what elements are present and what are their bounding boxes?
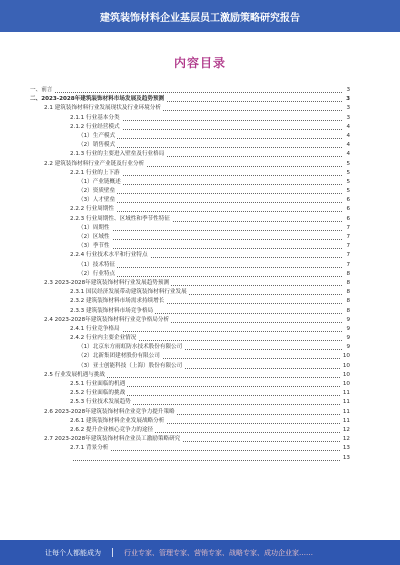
toc-entry-text: （1）产业链概述 (78, 178, 121, 185)
toc-page-number: 13 (341, 444, 350, 453)
toc-entry-text: 2.1 建筑装饰材料行业发展现状及行业环境分析 (44, 105, 161, 112)
toc-entry-text: （2）行业特点 (78, 270, 116, 277)
report-title: 建筑装饰材料企业基层员工激励策略研究报告 (100, 12, 300, 24)
toc-entry-text: （3）亚士创能科技（上海）股份有限公司 (78, 362, 183, 369)
toc-entry[interactable] (30, 187, 350, 196)
toc-entry[interactable] (30, 297, 350, 306)
toc-page-number: 5 (344, 178, 350, 187)
toc-leader-dots (78, 248, 342, 249)
toc-entry[interactable] (30, 270, 350, 279)
toc-entry[interactable] (30, 178, 350, 187)
toc-entry-text: 2.2.2 行业周期性 (70, 206, 114, 213)
toc-entry[interactable] (30, 454, 350, 463)
toc-page-number: 10 (341, 362, 350, 371)
toc-entry[interactable] (30, 86, 350, 95)
toc-entry-text: 2.2.1 行业的上下游 (70, 169, 120, 176)
toc-entry-text: （1）技术特征 (78, 261, 116, 268)
toc-page-number: 10 (341, 352, 350, 361)
toc-page-number: 11 (341, 398, 350, 407)
toc-entry-text: （3）人才壁垒 (78, 197, 116, 204)
toc-page-number: 3 (344, 95, 350, 104)
toc-leader-dots (78, 202, 342, 203)
toc-entry-text: （1）北京东方雨虹防水技术股份有限公司 (78, 344, 183, 351)
toc-entry[interactable] (30, 389, 350, 398)
toc-entry[interactable] (30, 123, 350, 132)
toc-leader-dots (78, 138, 342, 139)
toc-page-number: 11 (341, 408, 350, 417)
toc-page-number: 9 (344, 325, 350, 334)
toc-entry[interactable] (30, 380, 350, 389)
toc-page-number: 13 (341, 454, 350, 463)
toc-leader-dots (78, 267, 342, 268)
toc-entry[interactable] (30, 426, 350, 435)
toc-leader-dots (78, 193, 342, 194)
table-of-contents (30, 86, 350, 463)
toc-leader-dots (30, 92, 342, 93)
toc-page-number: 8 (344, 270, 350, 279)
toc-entry-text: 2.1.3 行业的主要进入壁垒及行业格局 (70, 151, 165, 158)
toc-page-number: 6 (344, 215, 350, 224)
toc-entry[interactable] (30, 196, 350, 205)
toc-entry-text: 2.6.1 建筑装饰材料企业发展战略分析 (70, 417, 165, 424)
toc-page-number: 5 (344, 160, 350, 169)
toc-page-number: 3 (344, 114, 350, 123)
toc-entry[interactable] (30, 288, 350, 297)
toc-entry-text: 2.4.1 行业竞争格局 (70, 325, 120, 332)
toc-page-number: 10 (341, 380, 350, 389)
toc-page-number: 7 (344, 251, 350, 260)
footer-separator: | (111, 547, 115, 558)
toc-page-number: 4 (344, 123, 350, 132)
toc-page-number: 7 (344, 261, 350, 270)
toc-page-number: 12 (341, 426, 350, 435)
toc-entry[interactable] (30, 261, 350, 270)
toc-entry-text: 2.3 2023-2028年建筑装饰材料行业发展趋势预测 (44, 279, 170, 286)
toc-entry-text: 2.3.1 国民经济发展带动建筑装饰材料行业发展 (70, 289, 187, 296)
toc-page-number: 4 (344, 132, 350, 141)
toc-entry-text: 2.7 2023-2028年建筑装饰材料企业员工激励策略研究 (44, 436, 181, 443)
toc-entry-text: 2.5.1 行业面临的机遇 (70, 381, 126, 387)
toc-entry-text: 2.1.2 行业经营模式 (70, 123, 120, 130)
toc-leader-dots (70, 450, 342, 451)
toc-page-number: 3 (344, 104, 350, 113)
toc-leader-dots (78, 239, 342, 240)
toc-entry[interactable] (30, 343, 350, 352)
toc-entry-text: 2.4.2 行业内主要企业情况 (70, 335, 137, 342)
report-header (0, 0, 400, 32)
toc-leader-dots (78, 276, 342, 277)
toc-entry[interactable] (30, 132, 350, 141)
toc-leader-dots (78, 230, 342, 231)
toc-entry-text: 2.1.1 行业基本分类 (70, 114, 120, 121)
toc-leader-dots (78, 147, 342, 148)
footer-banner (0, 540, 400, 565)
toc-page-number: 8 (344, 297, 350, 306)
toc-page-number: 9 (344, 316, 350, 325)
toc-page-number: 6 (344, 196, 350, 205)
footer-roles: 行业专家、管理专家、营销专家、战略专家、成功企业家…… (124, 548, 314, 557)
toc-entry[interactable] (30, 325, 350, 334)
toc-page-number: 8 (344, 307, 350, 316)
toc-entry[interactable] (30, 215, 350, 224)
footer-slogan: 让每个人都能成为 (45, 548, 101, 557)
toc-entry[interactable] (30, 205, 350, 214)
toc-entry-text: 2.5.2 行业面临的挑战 (70, 390, 126, 397)
toc-entry[interactable] (30, 95, 350, 104)
toc-page-number: 3 (344, 86, 350, 95)
toc-leader-dots (70, 460, 342, 461)
toc-entry[interactable] (30, 371, 350, 380)
toc-entry-text: 2.5 行业发展机遇与挑战 (44, 371, 106, 378)
toc-entry[interactable] (30, 224, 350, 233)
toc-title: 内容目录 (173, 56, 226, 70)
toc-entry[interactable] (30, 150, 350, 159)
toc-page-number: 10 (341, 371, 350, 380)
toc-entry-text: 2.3.3 建筑装饰材料市场竞争格局 (70, 307, 154, 314)
toc-entry[interactable] (30, 398, 350, 407)
toc-page-number: 9 (344, 343, 350, 352)
toc-page-number: 9 (344, 334, 350, 343)
toc-entry-text: （2）北新集团建材股份有限公司 (78, 353, 160, 360)
toc-page-number: 4 (344, 141, 350, 150)
toc-entry[interactable] (30, 160, 350, 169)
toc-page-number: 7 (344, 224, 350, 233)
toc-page-number: 12 (341, 435, 350, 444)
toc-entry[interactable] (30, 435, 350, 444)
toc-page-number: 7 (344, 242, 350, 251)
toc-entry-text (70, 455, 72, 461)
toc-entry-text: 一、前言 (30, 87, 53, 93)
toc-entry[interactable] (30, 408, 350, 417)
toc-page-number: 4 (344, 150, 350, 159)
toc-entry[interactable] (30, 251, 350, 260)
toc-entry[interactable] (30, 417, 350, 426)
toc-entry-text: （3）季节性 (78, 243, 110, 250)
toc-entry-text: 2.2 建筑装饰材料行业产业链及行业分析 (44, 160, 145, 167)
toc-entry[interactable] (30, 141, 350, 150)
toc-entry-text: （2）资质壁垒 (78, 188, 116, 195)
toc-entry[interactable] (30, 444, 350, 453)
toc-page-number: 7 (344, 233, 350, 242)
toc-page-number: 8 (344, 288, 350, 297)
toc-entry-text: 2.7.1 背景分析 (70, 445, 109, 452)
toc-entry-text: 二、2023-2028年建筑装饰材料市场发展及趋势预测 (30, 96, 165, 103)
toc-entry-text: 2.5.3 行业技术发展趋势 (70, 399, 131, 406)
toc-entry-text: （2）区域性 (78, 234, 110, 240)
toc-entry[interactable] (30, 334, 350, 343)
toc-entry[interactable] (30, 316, 350, 325)
toc-entry-text: 2.4 2023-2028年建筑装饰材料行业竞争格局分析 (44, 316, 170, 323)
toc-entry-text: 2.6 2023-2028年建筑装饰材料企业竞争力提升策略 (44, 408, 175, 415)
toc-entry[interactable] (30, 242, 350, 251)
toc-page-number: 8 (344, 279, 350, 288)
toc-entry[interactable] (30, 279, 350, 288)
toc-entry-text: （2）销售模式 (78, 142, 116, 149)
toc-entry[interactable] (30, 307, 350, 316)
toc-entry[interactable] (30, 233, 350, 242)
toc-page-number: 11 (341, 389, 350, 398)
toc-entry[interactable] (30, 352, 350, 361)
toc-page-number: 5 (344, 169, 350, 178)
toc-page-number: 11 (341, 417, 350, 426)
toc-entry[interactable] (30, 362, 350, 371)
toc-entry-text: 2.2.4 行业技术水平和行业特点 (70, 252, 148, 259)
toc-page-number: 5 (344, 187, 350, 196)
toc-entry-text: 2.6.2 提升企业核心竞争力的途径 (70, 426, 154, 433)
toc-entry-text: （1）周期性 (78, 224, 110, 231)
toc-entry[interactable] (30, 104, 350, 113)
toc-entry[interactable] (30, 169, 350, 178)
toc-page-number: 6 (344, 205, 350, 214)
toc-entry-text: 2.3.2 建筑装饰材料市场需求持续增长 (70, 298, 165, 305)
toc-entry-text: 2.2.3 行业周期性、区域性和季节性特征 (70, 215, 170, 222)
toc-entry[interactable] (30, 114, 350, 123)
toc-entry-text: （1）生产模式 (78, 132, 116, 139)
